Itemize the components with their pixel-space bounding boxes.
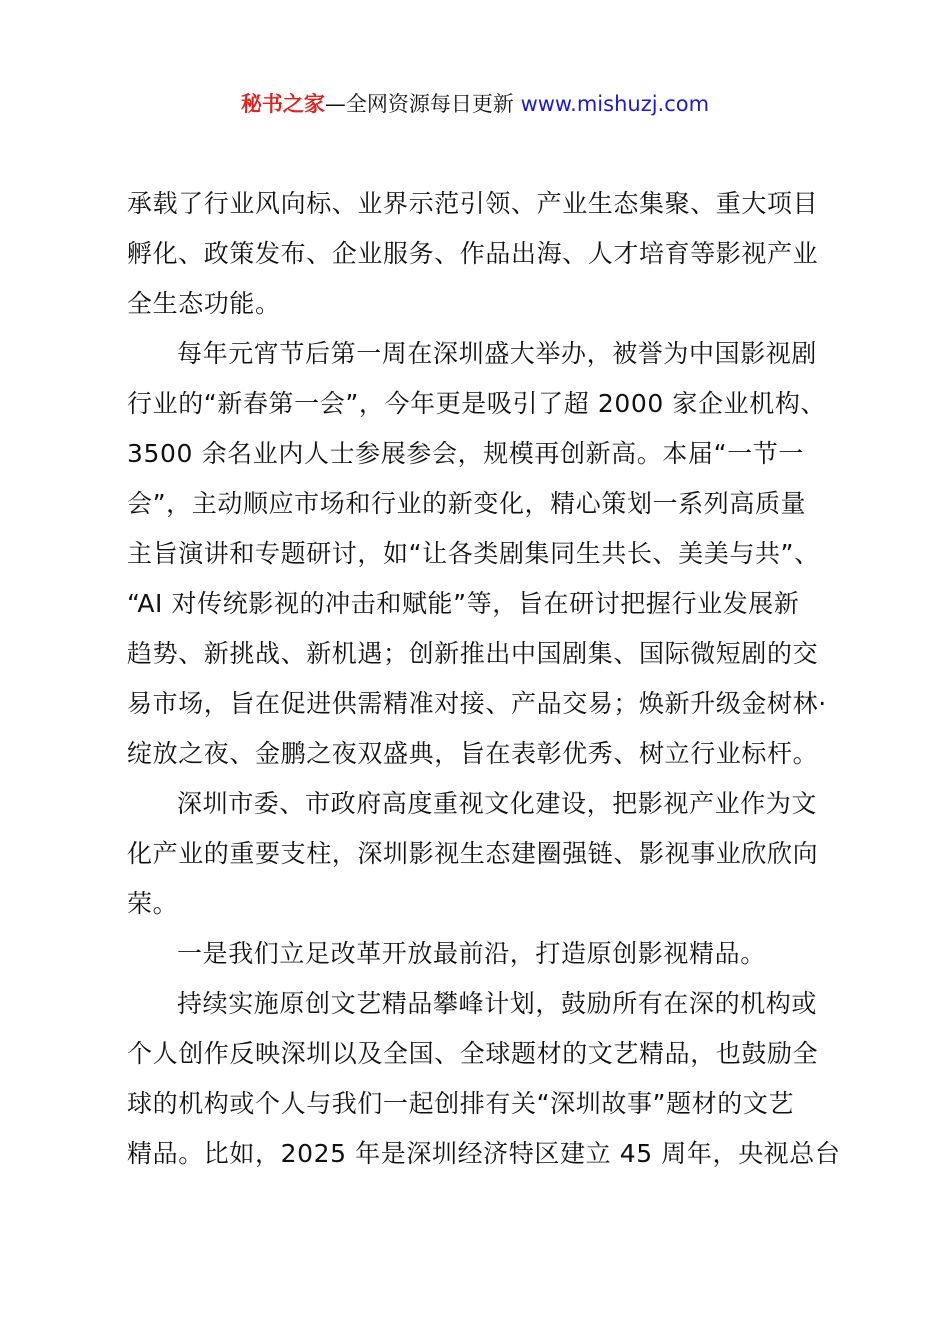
body-line: 承载了行业风向标、业界示范引领、产业生态集聚、重大项目 [127, 189, 819, 218]
site-tagline: —全网资源每日更新 [324, 92, 521, 116]
body-line-paragraph-start: 每年元宵节后第一周在深圳盛大举办，被誉为中国影视剧 [177, 339, 818, 368]
site-url-link[interactable]: www.mishuzj.com [520, 92, 710, 116]
body-line-paragraph-start: 深圳市委、市政府高度重视文化建设，把影视产业作为文 [177, 789, 818, 818]
body-line: 精品。比如，2025 年是深圳经济特区建立 45 周年，央视总台 [127, 1139, 841, 1168]
body-line: 孵化、政策发布、企业服务、作品出海、人才培育等影视产业 [127, 239, 819, 268]
body-line: 绽放之夜、金鹏之夜双盛典，旨在表彰优秀、树立行业标杆。 [127, 739, 819, 768]
body-line: 会”，主动顺应市场和行业的新变化，精心策划一系列高质量 [127, 489, 807, 518]
site-brand: 秘书之家 [240, 92, 325, 116]
body-line: 主旨演讲和专题研讨，如“让各类剧集同生共长、美美与共”、 [127, 539, 820, 568]
body-line: 易市场，旨在促进供需精准对接、产品交易；焕新升级金树林· [127, 689, 827, 718]
body-line: 个人创作反映深圳以及全国、全球题材的文艺精品，也鼓励全 [127, 1039, 819, 1068]
body-line: 趋势、新挑战、新机遇；创新推出中国剧集、国际微短剧的交 [127, 639, 819, 668]
document-header [0, 88, 950, 120]
body-line: 全生态功能。 [127, 289, 281, 318]
document-body [127, 179, 841, 1179]
body-line: 3500 余名业内人士参展参会，规模再创新高。本届“一节一 [127, 439, 804, 468]
body-line: 行业的“新春第一会”，今年更是吸引了超 2000 家企业机构、 [127, 389, 827, 418]
body-line-paragraph-start: 持续实施原创文艺精品攀峰计划，鼓励所有在深的机构或 [177, 989, 818, 1018]
body-line-section-heading: 一是我们立足改革开放最前沿，打造原创影视精品。 [177, 939, 766, 968]
body-line: “AI 对传统影视的冲击和赋能”等，旨在研讨把握行业发展新 [127, 589, 800, 618]
body-line: 化产业的重要支柱，深圳影视生态建圈强链、影视事业欣欣向 [127, 839, 819, 868]
body-line: 荣。 [127, 889, 179, 918]
body-line: 球的机构或个人与我们一起创排有关“深圳故事”题材的文艺 [127, 1089, 795, 1118]
